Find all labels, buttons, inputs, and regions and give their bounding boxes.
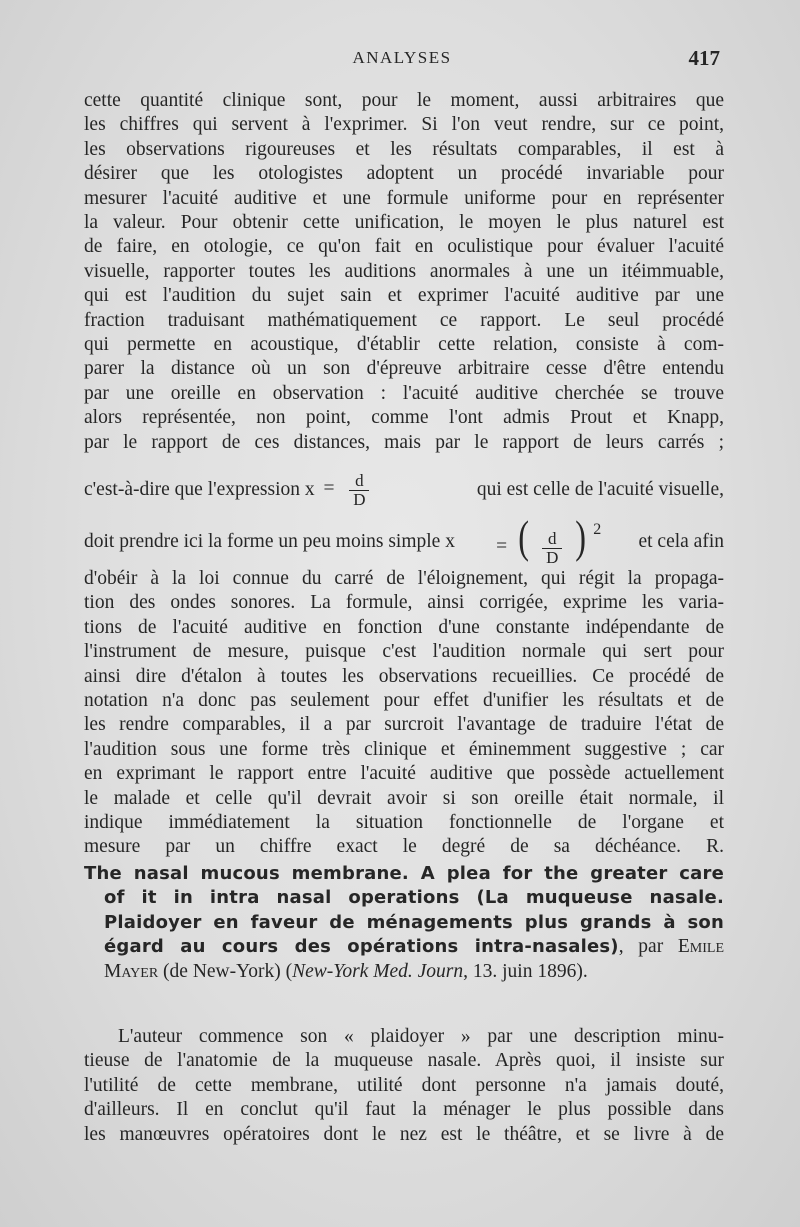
article-title-text: of it in intra nasal operations (La muqueuse nasale.: [104, 887, 724, 909]
text-line: les rendre comparables, il a par surcroit l'avantage de traduire l'état de: [84, 714, 724, 736]
text-line: l'utilité de cette membrane, utilité dont personne n'a jamais douté,: [84, 1074, 724, 1096]
formula-expression: [492, 511, 602, 567]
formula-lead-text: c'est-à-dire que l'expression x: [84, 478, 315, 500]
text-line: tions de l'acuité auditive en fonction d'une constante indépendante de: [84, 616, 724, 638]
article-title-line: [84, 935, 724, 959]
author-location: (de New-York) (: [158, 960, 293, 982]
fraction-denominator: D: [353, 489, 366, 509]
article-title-text: Plaidoyer en faveur de ménagements plus grands à son: [104, 911, 724, 933]
text-line: fraction traduisant mathématiquement ce rapport. Le seul procédé: [84, 309, 724, 331]
text-line: visuelle, rapporter toutes les auditions anormales à une un itéimmuable,: [84, 260, 724, 282]
text-line: de faire, en otologie, ce qu'on fait en oculistique pour évaluer l'acuité: [84, 236, 724, 258]
text-line: d'ailleurs. Il en conclut qu'il faut la ménager le plus possible dans: [84, 1099, 724, 1121]
formula-lead-text: doit prendre ici la forme un peu moins simple x: [84, 531, 455, 552]
article-title-text: The nasal mucous membrane. A plea for the greater care: [84, 863, 724, 884]
fraction-denominator: D: [546, 547, 559, 567]
text-line: mesurer l'acuité auditive et une formule uniforme pour en représenter: [84, 187, 724, 209]
formula-text-before: [84, 472, 375, 509]
article-heading: [84, 862, 724, 984]
article-title-line: [84, 886, 724, 910]
right-parenthesis: ): [575, 511, 587, 563]
publication-date: , 13. juin 1896).: [463, 960, 588, 982]
equals-sign: =: [323, 478, 335, 500]
text-line: parer la distance où un son d'épreuve arbitraire cesse d'être entendu: [84, 358, 724, 380]
page-header: [84, 46, 720, 72]
text-line: les manœuvres opératoires dont le nez est le théâtre, et se livre à de: [84, 1123, 724, 1145]
text-line: L'auteur commence son « plaidoyer » par une description minu-: [118, 1026, 724, 1047]
equals-sign: =: [496, 536, 508, 558]
text-line: qui est l'audition du sujet sain et exprimer l'acuité auditive par une: [84, 285, 724, 307]
article-title-line: [84, 911, 724, 935]
text-line: indique immédiatement la situation fonctionnelle de l'organe et: [84, 812, 724, 834]
fraction-numerator: d: [355, 470, 364, 490]
text-line: la valeur. Pour obtenir cette unification, le moyen le plus naturel est: [84, 212, 724, 234]
text-line: en exprimant le rapport entre l'acuité auditive que possède actuellement: [84, 763, 724, 785]
text-line: l'audition sous une forme très clinique et éminemment suggestive ; car: [84, 738, 724, 760]
fraction: [542, 530, 562, 567]
text-line: par le rapport de ces distances, mais par le rapport de leurs carrés ;: [84, 431, 724, 453]
byline-prefix: , par: [618, 936, 678, 958]
text-line: l'instrument de mesure, puisque c'est l'audition normale qui sert pour: [84, 641, 724, 663]
text-line: tieuse de l'anatomie de la muqueuse nasale. Après quoi, il insiste sur: [84, 1050, 724, 1072]
text-line: les observations rigoureuses et les résultats comparables, il est à: [84, 138, 724, 160]
journal-name: New-York Med. Journ: [292, 960, 464, 982]
article-title-text: égard au cours des opérations intra-nasales): [104, 936, 619, 958]
fraction: [349, 472, 369, 509]
left-parenthesis: (: [518, 511, 530, 563]
article-title-line: [84, 862, 724, 886]
formula-trailing-text: et cela afin: [638, 531, 724, 552]
article-citation-line: [84, 960, 724, 984]
formula-visual-acuity: [84, 466, 724, 514]
text-line: cette quantité clinique sont, pour le moment, aussi arbitraires que: [84, 90, 724, 111]
page-number: 417: [688, 46, 720, 70]
text-line: ainsi dire d'étalon à toutes les observations recueillies. Ce procédé de: [84, 665, 724, 687]
text-line: le malade et celle qu'il devrait avoir si son oreille était normale, il: [84, 787, 724, 809]
exponent: 2: [593, 521, 602, 539]
formula-auditory-acuity: [84, 512, 724, 572]
text-line: par une oreille en observation : l'acuité auditive cherchée se trouve: [84, 382, 724, 404]
paragraph-article-summary: [84, 1025, 724, 1147]
paragraph-acuity-measurement: [84, 89, 724, 455]
text-line: les chiffres qui servent à l'exprimer. Si l'on veut rendre, sur ce point,: [84, 114, 724, 136]
text-line: alors représentée, non point, comme l'ont admis Prout et Knapp,: [84, 407, 724, 429]
author-last-name: Mayer: [104, 960, 159, 982]
formula-trailing-text: qui est celle de l'acuité visuelle,: [476, 479, 724, 500]
paragraph-formula-explanation: [84, 567, 724, 860]
fraction-numerator: d: [547, 528, 557, 548]
text-line: d'obéir à la loi connue du carré de l'éloignement, qui régit la propaga-: [84, 568, 724, 589]
text-line: tion des ondes sonores. La formule, ainsi corrigée, exprime les varia-: [84, 592, 724, 614]
text-line: qui permette en acoustique, d'établir cette relation, consiste à com-: [84, 334, 724, 356]
text-line: désirer que les otologistes adoptent un procédé invariable pour: [84, 163, 724, 185]
text-line: notation n'a donc pas seulement pour effet d'unifier les résultats et de: [84, 690, 724, 712]
author-first-name: Emile: [677, 936, 725, 958]
text-line: mesure par un chiffre exact le degré de sa déchéance. R.: [84, 836, 724, 858]
running-title: ANALYSES: [352, 48, 452, 67]
